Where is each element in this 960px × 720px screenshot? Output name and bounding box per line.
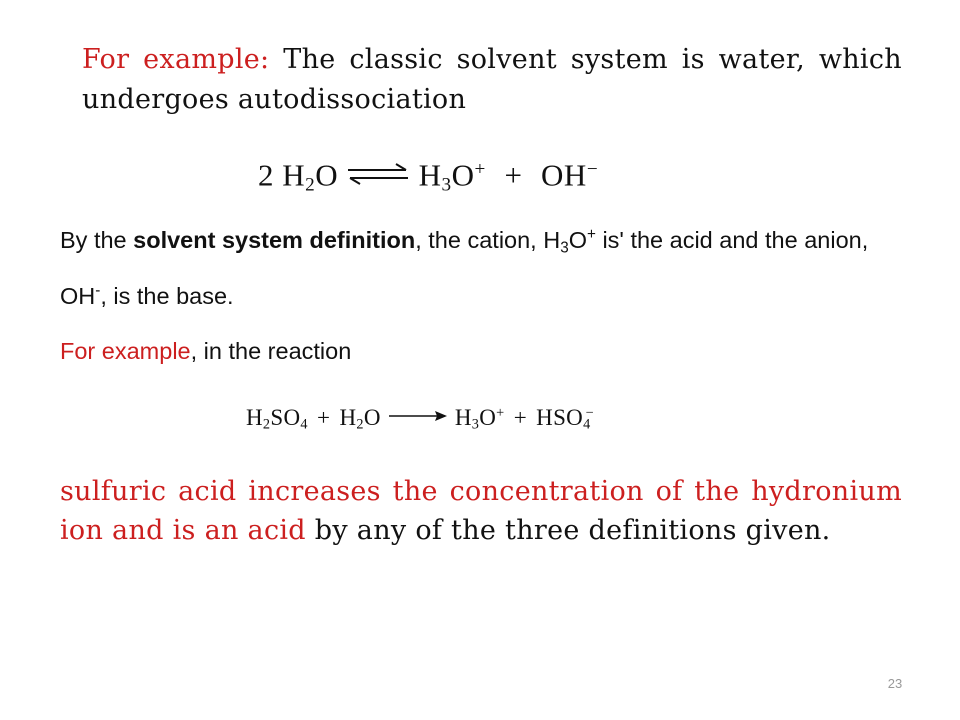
p2-text-2: , the cation, H xyxy=(415,227,561,254)
eq1-h3o-o: O xyxy=(451,157,475,193)
reaction-intro-paragraph xyxy=(60,330,920,372)
eq1-o: O xyxy=(315,157,339,193)
p2-text-4: is' the acid and the anion, OH xyxy=(60,227,869,309)
eq1-h3o-h: H xyxy=(418,157,442,193)
eq2-h3o-h: H xyxy=(454,404,472,430)
p2-text-3: O xyxy=(568,227,587,254)
sulfuric-acid-reaction-equation xyxy=(246,396,594,441)
eq2-h2so4-sub4: 4 xyxy=(300,416,308,433)
eq1-oh: OH xyxy=(541,157,587,193)
p2-text-1: By the xyxy=(60,227,134,254)
example-lead-red: For example: xyxy=(82,44,270,75)
eq1-plus: + xyxy=(504,157,523,193)
eq2-h2o-o: O xyxy=(363,404,381,430)
eq1-h: H xyxy=(282,157,306,193)
eq1-oh-charge: − xyxy=(586,159,599,180)
eq2-plus-1: + xyxy=(317,404,331,430)
example-paragraph-water xyxy=(82,40,902,120)
p2-superscript-minus: - xyxy=(95,281,101,299)
eq1-h3o-sub: 3 xyxy=(441,174,452,196)
page-number: 23 xyxy=(887,676,903,691)
eq1-coefficient: 2 xyxy=(258,157,274,193)
eq1-h-sub: 2 xyxy=(305,174,316,196)
eq2-hso4-sub: 4 xyxy=(583,416,591,433)
p2-text-5: , is the base. xyxy=(100,282,234,309)
p2-superscript-plus: + xyxy=(587,226,596,243)
eq2-h3o-charge: + xyxy=(496,405,505,421)
p4-text: by any of the three definitions given. xyxy=(305,515,831,546)
conclusion-paragraph xyxy=(60,472,902,550)
eq2-hso4: HSO xyxy=(536,404,584,430)
eq2-h3o-o: O xyxy=(479,404,497,430)
reaction-arrow-icon xyxy=(387,400,449,434)
water-autodissociation-equation xyxy=(258,150,598,205)
p2-subscript-3: 3 xyxy=(560,239,569,257)
eq2-hso4-charge: − xyxy=(585,405,594,421)
solvent-system-definition-paragraph xyxy=(60,214,920,317)
p3-lead-red: For example xyxy=(60,338,191,364)
p3-text: , in the reaction xyxy=(190,338,352,364)
p4-red-text: sulfuric acid increases the concentration of the hydronium ion and is an acid xyxy=(60,476,902,546)
eq2-h2so4-h: H xyxy=(246,404,263,430)
eq1-h3o-charge: + xyxy=(474,159,486,180)
example-text: The classic solvent system is water, which undergoes autodissociation xyxy=(82,44,902,115)
p2-bold-term: solvent system definition xyxy=(133,227,416,254)
eq2-h2so4-sub2: 2 xyxy=(262,416,271,433)
equilibrium-arrow-icon xyxy=(346,155,410,195)
eq2-h2so4-so: SO xyxy=(270,404,301,430)
eq2-h2o-sub: 2 xyxy=(356,416,364,433)
eq2-h2o-h: H xyxy=(339,404,357,430)
eq2-plus-2: + xyxy=(513,404,527,430)
eq2-h3o-sub: 3 xyxy=(471,416,480,433)
